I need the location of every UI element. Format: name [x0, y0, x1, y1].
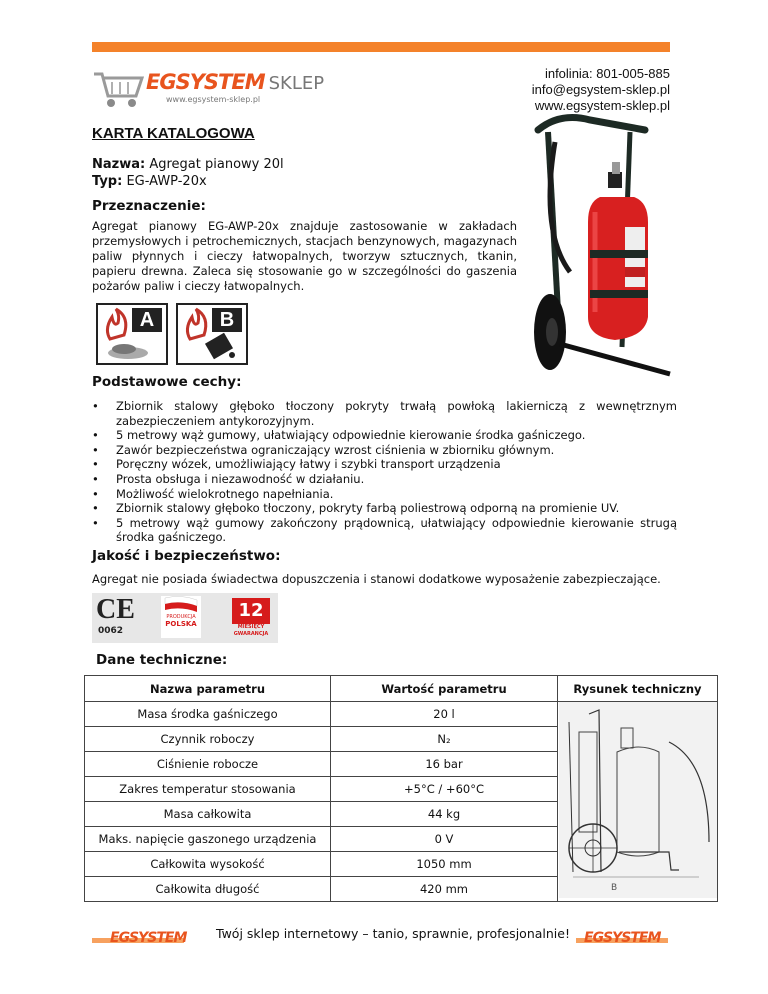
technical-drawing: [559, 702, 717, 898]
footer-logo-left: EGSYSTEM: [110, 930, 187, 946]
param-value: 16 bar: [331, 752, 558, 777]
typ-value: EG-AWP-20x: [126, 174, 207, 189]
param-value: 44 kg: [331, 802, 558, 827]
nazwa-line: [92, 157, 284, 172]
footer-slogan: Twój sklep internetowy – tanio, sprawnie, profesjonalnie!: [216, 926, 570, 941]
list-item: • Zawór bezpieczeństwa ograniczający wzrost ciśnienia w zbiorniku głównym.: [92, 443, 677, 458]
param-name: Masa środka gaśniczego: [85, 702, 331, 727]
list-item: • Zbiornik stalowy głęboko tłoczony, pokryty farbą poliestrową odporną na promienie UV.: [92, 501, 677, 516]
przeznaczenie-text: Agregat pianowy EG-AWP-20x znajduje zastosowanie w zakładach przemysłowych i petrochemicznych, stacjach benzynowych, magazynach paliw płynnych i cieczy łatwopalnych, tworzyw sztucznych, tkanin, papieru drewna. Zaleca się stosowanie go w szczególności do gaszenia pożarów paliw i cieczy łatwopalnych.: [92, 219, 517, 293]
cart-icon: [92, 68, 144, 110]
param-name: Całkowita długość: [85, 877, 331, 902]
pl-badge-top: PRODUKCJA: [166, 614, 196, 620]
fire-class-a-icon: [96, 303, 168, 365]
polish-production-badge: [161, 596, 201, 638]
list-item: • 5 metrowy wąż gumowy, ułatwiający odpowiednie kierowanie środka gaśniczego.: [92, 428, 677, 443]
cechy-heading: Podstawowe cechy:: [92, 374, 242, 390]
param-value: 420 mm: [331, 877, 558, 902]
list-item: • 5 metrowy wąż gumowy zakończony prądownicą, ułatwiający odpowiednie kierowanie strugą środka gaśniczego.: [92, 516, 677, 545]
param-name: Zakres temperatur stosowania: [85, 777, 331, 802]
class-b-letter: B: [212, 308, 242, 332]
extinguisher-photo: [530, 112, 675, 377]
website-link[interactable]: www.egsystem-sklep.pl: [534, 98, 670, 113]
param-value: +5°C / +60°C: [331, 777, 558, 802]
param-value: 0 V: [331, 827, 558, 852]
list-item: • Możliwość wielokrotnego napełniania.: [92, 487, 677, 502]
param-value: 1050 mm: [331, 852, 558, 877]
technical-data-table: [84, 675, 718, 902]
dane-heading: Dane techniczne:: [96, 652, 228, 668]
col-header-value: Wartość parametru: [331, 676, 558, 702]
list-item: • Poręczny wózek, umożliwiający łatwy i szybki transport urządzenia: [92, 457, 677, 472]
page-title: KARTA KATALOGOWA: [92, 125, 255, 142]
certificates-strip: [92, 593, 278, 643]
przeznaczenie-heading: Przeznaczenie:: [92, 198, 206, 214]
logo-url: www.egsystem-sklep.pl: [166, 95, 261, 104]
warranty-label: MIESIĘCY GWARANCJA: [233, 624, 269, 637]
warranty-months: 12: [232, 598, 270, 624]
features-list: [92, 399, 677, 545]
param-name: Ciśnienie robocze: [85, 752, 331, 777]
nazwa-label: Nazwa:: [92, 157, 146, 172]
param-value: N₂: [331, 727, 558, 752]
table-row: [85, 702, 718, 727]
jakosc-text: Agregat nie posiada świadectwa dopuszczenia i stanowi dodatkowe wyposażenie zabezpieczające.: [92, 572, 661, 586]
param-name: Całkowita wysokość: [85, 852, 331, 877]
typ-label: Typ:: [92, 174, 123, 189]
ce-mark: CE: [96, 594, 135, 625]
fire-class-b-icon: [176, 303, 248, 365]
pl-badge-name: POLSKA: [165, 620, 197, 628]
param-name: Maks. napięcie gaszonego urządzenia: [85, 827, 331, 852]
egsystem-logo[interactable]: [92, 68, 325, 112]
typ-line: [92, 174, 207, 189]
col-header-name: Nazwa parametru: [85, 676, 331, 702]
footer-logo-right: EGSYSTEM: [584, 930, 661, 946]
drawing-dimension-label: B: [610, 883, 617, 893]
class-a-letter: A: [132, 308, 162, 332]
list-item: • Prosta obsługa i niezawodność w działaniu.: [92, 472, 677, 487]
col-header-drawing: Rysunek techniczny: [558, 676, 718, 702]
param-name: Czynnik roboczy: [85, 727, 331, 752]
param-value: 20 l: [331, 702, 558, 727]
list-item: • Zbiornik stalowy głęboko tłoczony pokryty trwałą powłoką lakierniczą z wewnętrznym zabezpieczeniem antykorozyjnym.: [92, 399, 677, 428]
logo-wordmark: EGSYSTEM SKLEP: [146, 70, 325, 94]
nazwa-value: Agregat pianowy 20l: [149, 157, 284, 172]
contact-block: [532, 66, 670, 114]
ce-number: 0062: [98, 626, 124, 636]
jakosc-heading: Jakość i bezpieczeństwo:: [92, 548, 281, 564]
polish-flag-icon: [161, 596, 201, 614]
email-link[interactable]: info@egsystem-sklep.pl: [531, 82, 670, 97]
param-name: Masa całkowita: [85, 802, 331, 827]
warranty-badge: [232, 598, 270, 638]
top-accent-bar: [92, 42, 670, 52]
technical-drawing-cell: [558, 702, 718, 902]
infolinia: infolinia: 801-005-885: [544, 66, 670, 81]
